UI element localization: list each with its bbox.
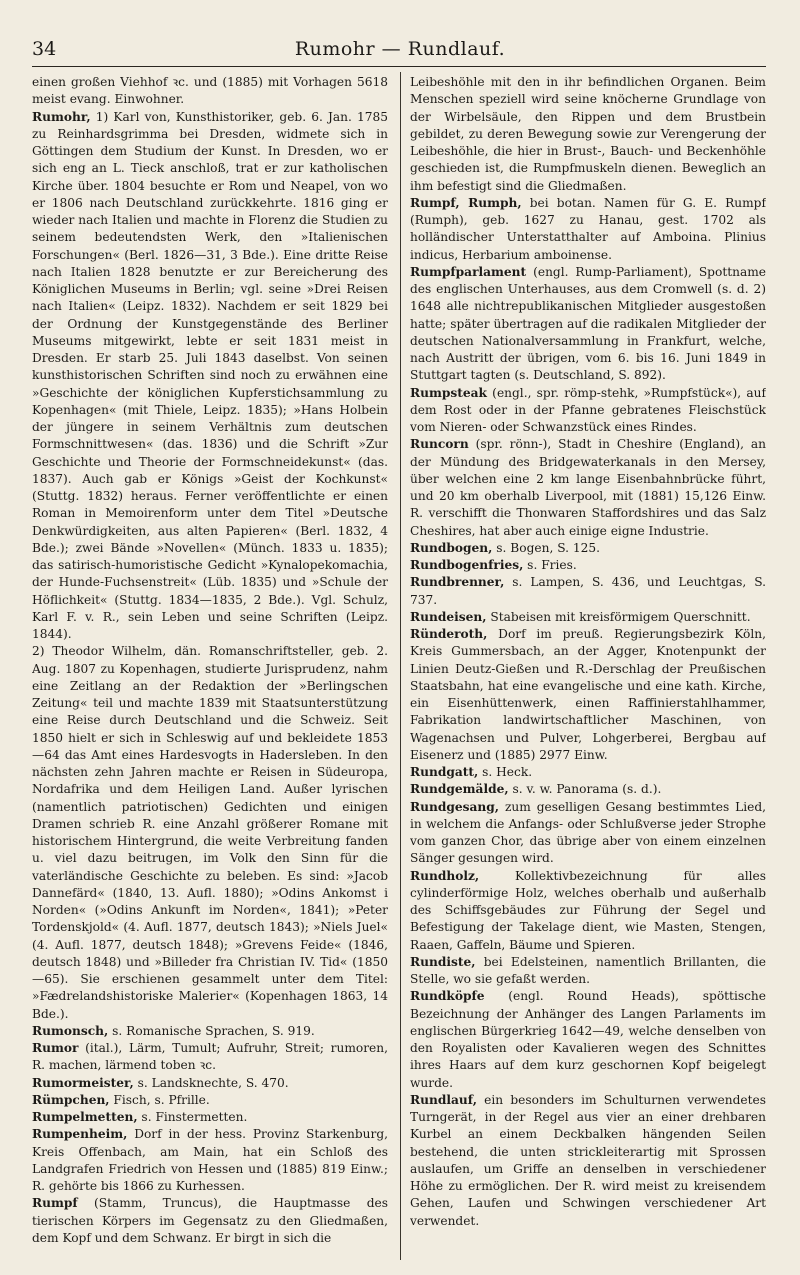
dictionary-entry <box>410 781 766 798</box>
entry-headword: Rundbogenfries, <box>410 558 524 572</box>
dictionary-entry <box>32 1023 388 1040</box>
entry-text: zum geselligen Gesang bestimmtes Lied, in welchem die Anfangs- oder Schlußverse jeder Strophe vom ganzen Chor, das übrige aber von einem einzelnen Sänger gesungen wird. <box>410 799 766 866</box>
dictionary-entry <box>410 574 766 609</box>
entry-text: Stabeisen mit kreisförmigem Querschnitt. <box>486 609 751 624</box>
entry-headword: Rumonsch, <box>32 1023 109 1038</box>
dictionary-entry <box>32 1109 388 1126</box>
dictionary-entry <box>410 557 766 574</box>
entry-text: s. Bogen, S. 125. <box>492 540 600 555</box>
entry-text: s. Finstermetten. <box>137 1110 248 1124</box>
left-column <box>32 74 388 1259</box>
dictionary-entry <box>410 988 766 1092</box>
entry-headword: Rumor <box>32 1041 79 1055</box>
entry-headword: Rundholz, <box>410 868 480 883</box>
dictionary-entry <box>410 74 766 195</box>
entry-headword: Rumohr, <box>32 109 91 124</box>
entry-text: s. v. w. Panorama (s. d.). <box>508 782 662 797</box>
dictionary-entry <box>410 626 766 764</box>
entry-headword: Rundbogen, <box>410 540 493 555</box>
dictionary-entry <box>410 764 766 781</box>
entry-text: s. Heck. <box>478 765 533 779</box>
entry-text: (engl., spr. römp-stehk, »Rumpfstück«), auf dem Rost oder in der Pfanne gebratenes Fleischstück vom Nieren- oder Schwanzstück eines Rindes. <box>410 385 766 434</box>
dictionary-entry <box>410 385 766 437</box>
entry-headword: Rundiste, <box>410 954 476 969</box>
entry-headword: Rundlauf, <box>410 1092 477 1107</box>
entry-headword: Rumpenheim, <box>32 1127 128 1142</box>
dictionary-entry <box>410 540 766 557</box>
dictionary-entry <box>32 643 388 1023</box>
running-head: Rumohr — Rundlauf. <box>294 38 506 60</box>
entry-text: 2) Theodor Wilhelm, dän. Romanschriftsteller, geb. 2. Aug. 1807 zu Kopenhagen, studierte Jurisprudenz, nahm eine Zeitlang an der Redaktion der »Berlingschen Zeitung« teil und machte 1839 mit Staatsunterstützung eine Reise durch Deutschland und die Schweiz. Seit 1850 hielt er sich in Schleswig auf und bekleidete 1853—64 das Amt eines Hardesvogts in Hadersleben. In den nächsten zehn Jahren machte er Reisen in Südeuropa, Nordafrika und dem Heiligen Land. Außer lyrischen (namentlich patriotischen) Gedichten und einigen Dramen schrieb R. eine Anzahl größerer Romane mit historischem Hintergrund, die weite Verbreitung fanden u. viel dazu beitrugen, im Volk den Sinn für die vaterländische Geschichte zu beleben. Es sind: »Jacob Dannefärd« (1840, 13. Aufl. 1880); »Odins Ankomst i Norden« (»Odins Ankunft im Norden«, 1841); »Peter Tordenskjold« (4. Aufl. 1877, deutsch 1843); »Niels Juel« (4. Aufl. 1877, deutsch 1848); »Grevens Feide« (1846, deutsch 1848) und »Billeder fra Christian IV. Tid« (1850—65). Sie erschienen gesammelt unter dem Titel: »Fædrelandshistoriske Malerier« (Kopenhagen 1863, 14 Bde.). <box>32 644 388 1021</box>
entry-text: (ital.), Lärm, Tumult; Aufruhr, Streit; rumoren, R. machen, lärmend toben ꝛc. <box>32 1041 388 1073</box>
entry-headword: Rundgesang, <box>410 799 500 814</box>
dictionary-entry <box>410 264 766 385</box>
dictionary-entry <box>32 1126 388 1195</box>
page-number: 34 <box>32 38 57 60</box>
entry-text: s. Landsknechte, S. 470. <box>133 1075 289 1090</box>
entry-text: Leibeshöhle mit den in ihr befindlichen Organen. Beim Menschen speziell wird seine knöcherne Grundlage von der Wirbelsäule, den Rippen und dem Brustbein gebildet, zu deren Bewegung sowie zur Verengerung der Leibeshöhle, die hier in Brust-, Bauch- und Beckenhöhle geschieden ist, die Rumpfmuskeln dienen. Beweglich an ihm befestigt sind die Gliedmaßen. <box>410 75 766 193</box>
dictionary-entry <box>410 799 766 868</box>
entry-text: Kollektivbezeichnung für alles cylinderförmige Holz, welches oberhalb und außerhalb des Schiffsgebäudes zur Führung der Segel und Befestigung der Takelage dient, wie Masten, Stengen, Raaen, Gaffeln, Bäume und Spieren. <box>410 868 766 952</box>
dictionary-entry <box>32 1075 388 1092</box>
entry-headword: Rundgatt, <box>410 765 479 779</box>
dictionary-entry <box>410 195 766 264</box>
entry-text: ein besonders im Schulturnen verwendetes Turngerät, in der Regel aus vier an einer drehbaren Kurbel an einem Deckbalken hängenden Seilen bestehend, die unten strickleiterartig mit Sprossen auslaufen, um Griffe an denselben in verschiedener Höhe zu ermöglichen. Der R. wird meist zu kreisendem Gehen, Laufen und Schwingen verschiedener Art verwendet. <box>410 1092 766 1228</box>
entry-headword: Rundköpfe <box>410 989 485 1004</box>
dictionary-entry <box>410 1092 766 1230</box>
dictionary-entry <box>32 1195 388 1247</box>
header-rule <box>32 66 766 67</box>
dictionary-entry <box>410 436 766 540</box>
entry-text: (engl. Rump-Parliament), Spottname des englischen Unterhauses, aus dem Cromwell (s. d. 2) 1648 alle nichtrepublikanischen Mitglieder ausgestoßen hatte; später übertragen auf die radikalen Mitglieder der deutschen Nationalversammlung in Frankfurt, welche, nach Austritt der übrigen, vom 6. bis 16. Juni 1849 in Stuttgart tagten (s. Deutschland, S. 892). <box>410 264 766 383</box>
entry-headword: Ründeroth, <box>410 627 488 641</box>
entry-text: (Stamm, Truncus), die Hauptmasse des tierischen Körpers im Gegensatz zu den Gliedmaßen, dem Kopf und dem Schwanz. Er birgt in sich die <box>32 1196 388 1245</box>
entry-text: s. Fries. <box>523 558 577 572</box>
entry-headword: Rümpchen, <box>32 1092 110 1107</box>
entry-text: bei botan. Namen für G. E. Rumpf (Rumph), geb. 1627 zu Hanau, gest. 1702 als holländischer Unterstatthalter auf Amboina. Plinius indicus, Herbarium amboinense. <box>410 195 766 262</box>
dictionary-entry <box>32 109 388 644</box>
dictionary-entry <box>410 609 766 626</box>
entry-text: einen großen Viehhof ꝛc. und (1885) mit Vorhagen 5618 meist evang. Einwohner. <box>32 75 388 107</box>
entry-text: 1) Karl von, Kunsthistoriker, geb. 6. Jan. 1785 zu Reinhardsgrimma bei Dresden, widmete sich in Göttingen dem Studium der Kunst. In Dresden, wo er sich eng an L. Tieck anschloß, trat er zur katholischen Kirche über. 1804 besuchte er Rom und Neapel, von wo er 1806 nach Deutschland zurückkehrte. 1816 ging er wieder nach Italien und machte in Florenz die Studien zu seinem bedeutendsten Werk, den »Italienischen Forschungen« (Berl. 1826—31, 3 Bde.). Eine dritte Reise nach Italien 1828 benutzte er zur Bereicherung des Königlichen Museums in Berlin; vgl. seine »Drei Reisen nach Italien« (Leipz. 1832). Nachdem er seit 1829 bei der Ordnung der Kunstgegenstände des Berliner Museums mitgewirkt, lebte er seit 1831 meist in Dresden. Er starb 25. Juli 1843 daselbst. Von seinen kunsthistorischen Schriften sind noch zu erwähnen eine »Geschichte der königlichen Kupferstichsammlung zu Kopenhagen« (mit Thiele, Leipz. 1835); »Hans Holbein der jüngere in seinem Verhältnis zum deutschen Formschnittwesen« (das. 1836) und die Schrift »Zur Geschichte und Theorie der Formschneidekunst« (das. 1837). Auch gab er Königs »Geist der Kochkunst« (Stuttg. 1832) heraus. Ferner veröffentlichte er einen Roman in Memoirenform unter dem Titel »Deutsche Denkwürdigkeiten, aus alten Papieren« (Berl. 1832, 4 Bde.); zwei Bände »Novellen« (Münch. 1833 u. 1835); das satirisch-humoristische Gedicht »Kynalopekomachia, der Hunde-Fuchsenstreit« (Lüb. 1835) und »Schule der Höflichkeit« (Stuttg. 1834—1835, 2 Bde.). Vgl. Schulz, Karl F. v. R., sein Leben und seine Schriften (Leipz. 1844). <box>32 109 388 641</box>
entry-text: bei Edelsteinen, namentlich Brillanten, die Stelle, wo sie gefaßt werden. <box>410 954 766 986</box>
entry-headword: Rundgemälde, <box>410 782 509 797</box>
entry-headword: Rundbrenner, <box>410 575 505 590</box>
entry-headword: Rumormeister, <box>32 1075 134 1090</box>
right-column <box>410 74 766 1259</box>
entry-headword: Rumpelmetten, <box>32 1110 138 1124</box>
entry-text: Fisch, s. Pfrille. <box>109 1092 210 1107</box>
entry-text: s. Lampen, S. 436, und Leuchtgas, S. 737. <box>410 575 766 607</box>
entry-headword: Rumpsteak <box>410 385 487 400</box>
column-divider <box>400 72 401 1260</box>
entry-text: (spr. rönn-), Stadt in Cheshire (England), an der Mündung des Bridgewaterkanals in den Mersey, über welchen eine 2 km lange Eisenbahnbrücke führt, und 20 km oberhalb Liverpool, mit (1881) 15,126 Einw. R. verschifft die Thonwaren Staffordshires und das Salz Cheshires, hat aber auch einige eigne Industrie. <box>410 437 766 538</box>
entry-headword: Rumpfparlament <box>410 264 527 279</box>
entry-text: s. Romanische Sprachen, S. 919. <box>108 1023 315 1038</box>
entry-text: Dorf in der hess. Provinz Starkenburg, Kreis Offenbach, am Main, hat ein Schloß des Landgrafen Friedrich von Hessen und (1885) 819 Einw.; R. gehörte bis 1866 zu Kurhessen. <box>32 1127 388 1193</box>
dictionary-entry <box>410 868 766 954</box>
entry-headword: Runcorn <box>410 437 469 452</box>
dictionary-entry <box>410 954 766 989</box>
dictionary-entry <box>32 74 388 109</box>
entry-headword: Rundeisen, <box>410 609 487 624</box>
entry-text: Dorf im preuß. Regierungsbezirk Köln, Kreis Gummersbach, an der Agger, Knotenpunkt der Linien Deutz-Gießen und R.-Derschlag der Preußischen Staatsbahn, hat eine evangelische und eine kath. Kirche, ein Eisenhüttenwerk, einen Raffinierstahlhammer, Fabrikation landwirtschaftlicher Maschinen, von Wagenachsen und Pulver, Lohgerberei, Bergbau auf Eisenerz und (1885) 2977 Einw. <box>410 627 766 762</box>
dictionary-entry <box>32 1092 388 1109</box>
dictionary-entry <box>32 1040 388 1075</box>
entry-text: (engl. Round Heads), spöttische Bezeichnung der Anhänger des Langen Parlaments im englischen Bürgerkrieg 1642—49, welche denselben von den Royalisten oder Kavalieren wegen des Schnittes ihres Haars auf dem kurz geschornen Kopf beigelegt wurde. <box>410 989 766 1090</box>
entry-headword: Rumpf, Rumph, <box>410 195 522 210</box>
entry-headword: Rumpf <box>32 1196 78 1211</box>
